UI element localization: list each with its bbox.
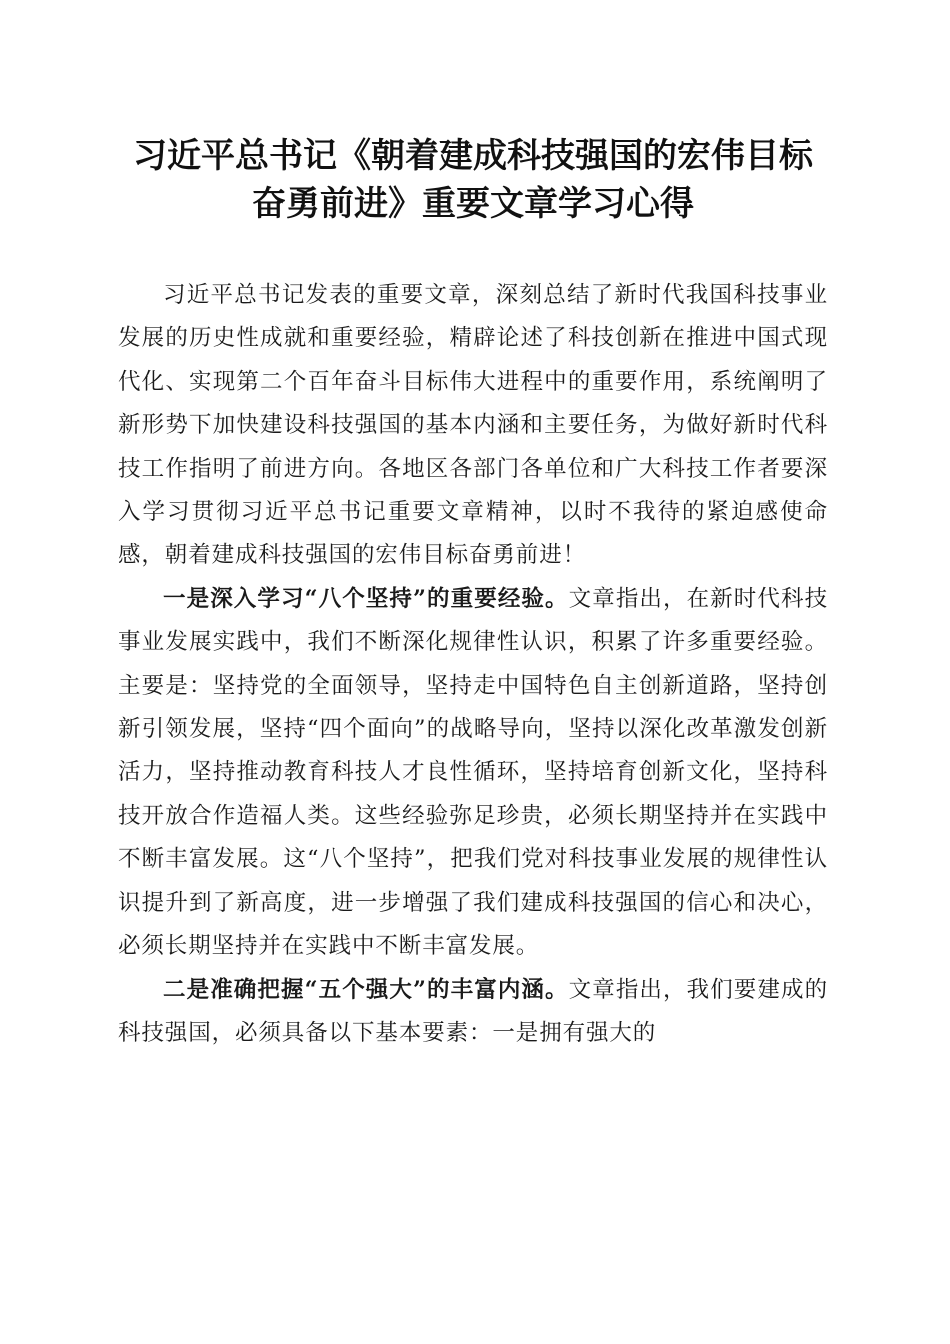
paragraph-point-two	[118, 969, 828, 1056]
title-line-2: 奋勇前进》重要文章学习心得	[252, 184, 694, 224]
paragraph-text: 文章指出，在新时代科技事业发展实践中，我们不断深化规律性认识，积累了许多重要经验。主要是：坚持党的全面领导，坚持走中国特色自主创新道路，坚持创新引领发展，坚持“四个面向”的战略导向，坚持以深化改革激发创新活力，坚持推动教育科技人才良性循环，坚持培育创新文化，坚持科技开放合作造福人类。这些经验弥足珍贵，必须长期坚持并在实践中不断丰富发展。这“八个坚持”，把我们党对科技事业发展的规律性认识提升到了新高度，进一步增强了我们建成科技强国的信心和决心，必须长期坚持并在实践中不断丰富发展。	[118, 585, 828, 960]
paragraph-text: 习近平总书记发表的重要文章，深刻总结了新时代我国科技事业发展的历史性成就和重要经验，精辟论述了科技创新在推进中国式现代化、实现第二个百年奋斗目标伟大进程中的重要作用，系统阐明了新形势下加快建设科技强国的基本内涵和主要任务，为做好新时代科技工作指明了前进方向。各地区各部门各单位和广大科技工作者要深入学习贯彻习近平总书记重要文章精神，以时不我待的紧迫感使命感，朝着建成科技强国的宏伟目标奋勇前进！	[118, 282, 828, 569]
paragraph-point-one	[118, 578, 828, 969]
title-line-1: 习近平总书记《朝着建成科技强国的宏伟目标	[133, 136, 813, 176]
document-page	[118, 132, 828, 1055]
paragraph-text: 文章指出，我们要建成的科技强国，必须具备以下基本要素：一是拥有强大的	[118, 976, 828, 1046]
paragraph-lead: 二是准确把握“五个强大”的丰富内涵。	[163, 976, 569, 1003]
document-title	[118, 132, 828, 228]
paragraph-lead: 一是深入学习“八个坚持”的重要经验。	[163, 585, 569, 612]
paragraph-intro	[118, 274, 828, 578]
